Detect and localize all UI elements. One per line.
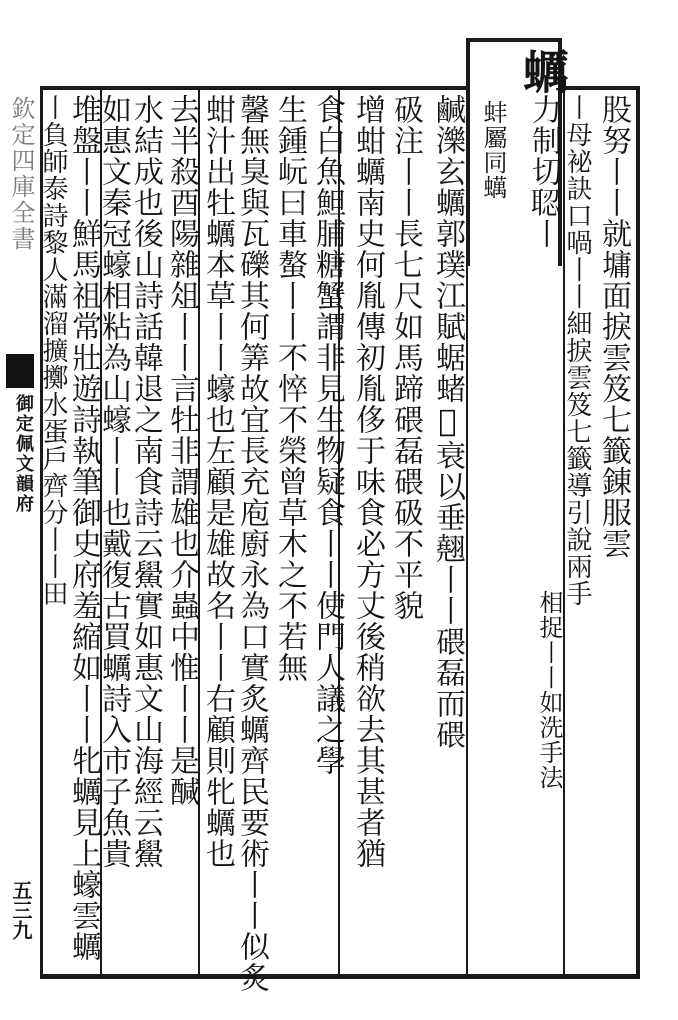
text-column-8: 生鍾岏曰車螯丨丨不悴不榮曾草木之不若無 [272,94,307,683]
gutter-book-name: 御定佩文韻府 [13,394,34,514]
text-column-13: 如惠文秦冠蠔相粘為山蠔丨丨也戴復古買蠣詩入市子魚貴 [96,94,131,869]
gutter-series-title: 欽定四庫全書 [7,96,35,252]
text-column-2: 丨母袐訣口喎丨丨細捩雲笈七籤導引說兩手 [562,94,592,607]
heading-note-column: 蚌屬同蠇 [479,100,507,200]
text-column-11: 去半殺酉陽雜俎丨丨言牡非謂雄也介蟲中惟丨丨是醎 [164,94,199,807]
text-column-14: 堆盤丨丨鮮馬祖常壯遊詩執筆御史府羞縮如丨丨牝蠣見上蠔雲蠣 [66,94,101,962]
frame-top-border [40,86,468,90]
text-column-9: 馨無臭與瓦礫其何筭故宜長充庖廚永為口實炙蠣齊民要術丨丨似炙 [234,94,269,993]
heading-column: 蠣力制切𦖆丨 [516,48,570,249]
text-column-1: 股努丨丨就墉面捩雲笈七籤錬服雲 [596,94,631,559]
text-column-10: 蚶汁出牡蠣本草丨丨蠔也左顧是雄故名丨丨右顧則牝蠣也 [200,94,235,869]
text-column-12: 水結成也後山詩話韓退之南食詩云鱟實如惠文山海經云鱟 [128,94,163,869]
text-column-4: 鹹濼玄蠣郭璞江賦蜛蝫𧐡衰以垂翹丨丨碨磊而碨 [430,94,465,750]
text-column-5: 砐注丨丨長七尺如馬蹄碨磊碨砐不平貌 [388,94,423,621]
headword: 蠣 [516,48,570,94]
text-column-6: 增蚶蠣南史何胤傳初胤侈于味食必方丈後稍欲去其甚者猶 [350,94,385,869]
gutter-fishtail-mark [6,354,34,388]
frame-bottom-border [40,974,640,979]
text-column-15: 丨負師泰詩黎人滿溜擴擲水蛋戶齊分丨丨田 [38,94,68,607]
frame-right-border [636,86,640,978]
column-divider [466,266,468,974]
frame-top-border-right [560,86,640,90]
page-number: 五三九 [9,880,33,940]
text-column-3: 相捉丨丨如洗手法 [535,590,563,790]
text-column-7: 食白魚䱇脯糖蟹謂非見生物疑食丨丨使門人議之學 [310,94,345,776]
